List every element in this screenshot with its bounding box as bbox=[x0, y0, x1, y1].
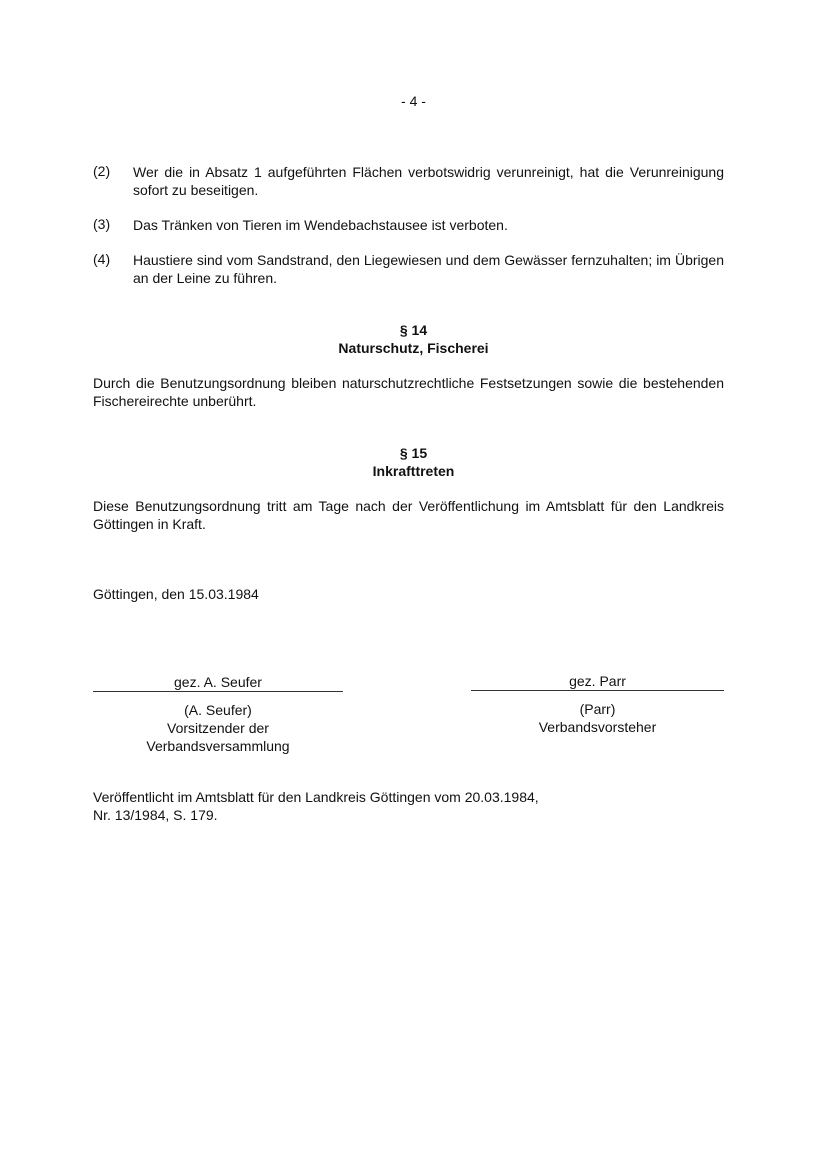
signature-block-left bbox=[93, 673, 343, 755]
paragraph-number: (4) bbox=[93, 251, 111, 267]
paragraph-number: (2) bbox=[93, 163, 111, 179]
section-15-number: § 15 bbox=[399, 445, 428, 461]
section-15-title: Inkrafttreten bbox=[372, 463, 455, 479]
paragraph-2 bbox=[93, 163, 724, 199]
publication-note bbox=[93, 788, 539, 824]
paragraph-text: Das Tränken von Tieren im Wendebachstausee ist verboten. bbox=[133, 217, 508, 233]
paragraph-3 bbox=[93, 216, 724, 234]
page-number: - 4 - bbox=[401, 93, 426, 109]
paragraph-text: Wer die in Absatz 1 aufgeführten Flächen verbotswidrig verunreinigt, hat die Verunreinigung sofort zu beseitigen. bbox=[133, 164, 724, 198]
signatory-role-cont: Verbandsversammlung bbox=[146, 738, 290, 754]
section-14-number: § 14 bbox=[399, 322, 428, 338]
paragraph-4 bbox=[93, 251, 724, 287]
signature-block-right bbox=[471, 672, 724, 736]
signatory-name: (A. Seufer) bbox=[184, 702, 252, 718]
paragraph-text: Haustiere sind vom Sandstrand, den Liegewiesen und dem Gewässer fernzuhalten; im Übrigen an der Leine zu führen. bbox=[133, 252, 724, 286]
section-15-text: Diese Benutzungsordnung tritt am Tage nach der Veröffentlichung im Amtsblatt für den Landkreis Göttingen in Kraft. bbox=[93, 498, 724, 532]
publication-line-1: Veröffentlicht im Amtsblatt für den Landkreis Göttingen vom 20.03.1984, bbox=[93, 789, 539, 805]
signature-line: gez. A. Seufer bbox=[93, 673, 343, 692]
section-14-title: Naturschutz, Fischerei bbox=[338, 340, 489, 356]
signatory-role: Verbandsvorsteher bbox=[538, 719, 657, 735]
signatory-name: (Parr) bbox=[579, 701, 616, 717]
section-14-text: Durch die Benutzungsordnung bleiben naturschutzrechtliche Festsetzungen sowie die bestehenden Fischereirechte unberührt. bbox=[93, 375, 724, 409]
publication-line-2: Nr. 13/1984, S. 179. bbox=[93, 807, 218, 823]
place-date: Göttingen, den 15.03.1984 bbox=[93, 586, 259, 602]
paragraph-number: (3) bbox=[93, 216, 111, 232]
signatory-role: Vorsitzender der bbox=[167, 720, 269, 736]
signature-line: gez. Parr bbox=[471, 672, 724, 691]
